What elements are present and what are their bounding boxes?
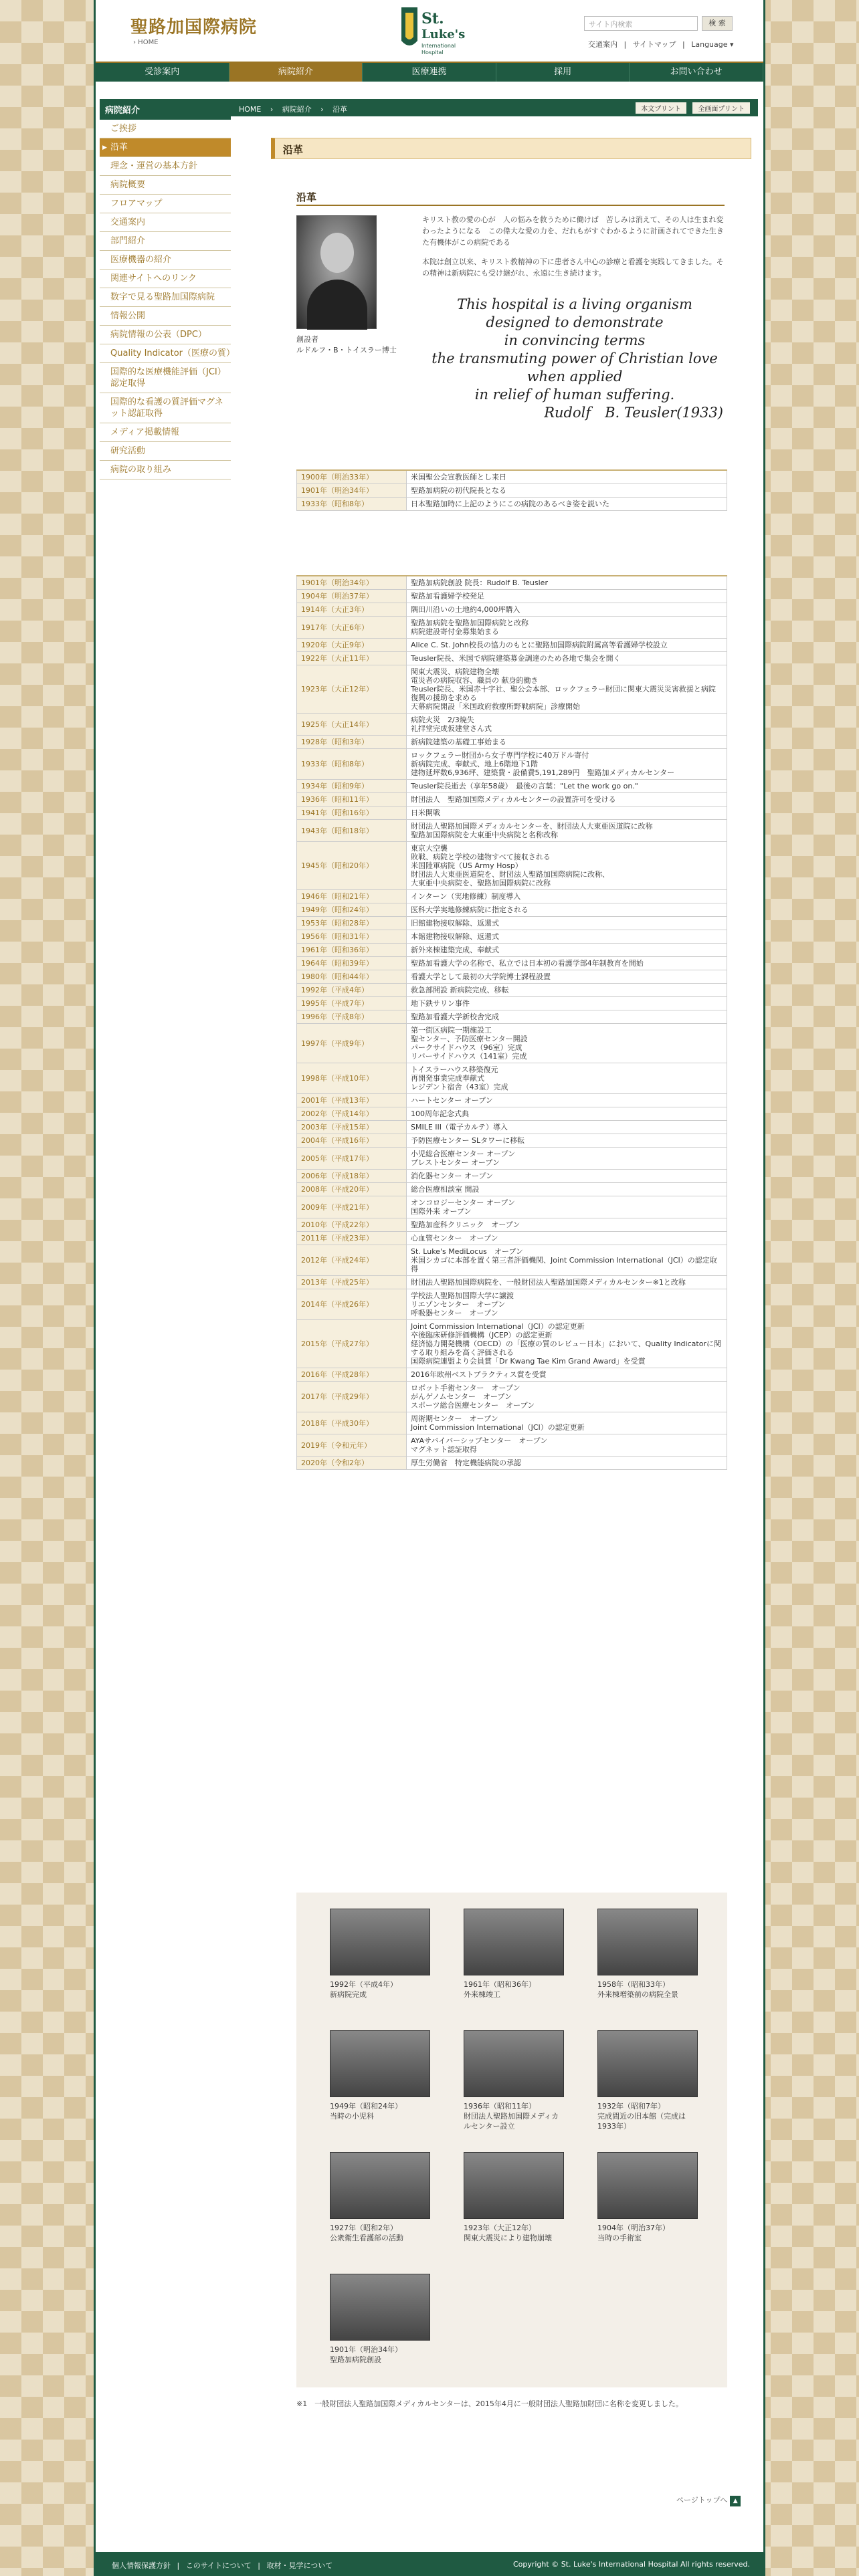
gnav-recruit[interactable]: 採用 bbox=[496, 63, 630, 82]
history-year: 2020年（令和2年） bbox=[297, 1457, 407, 1470]
table-row bbox=[297, 1094, 727, 1107]
photo-description: 新病院完成 bbox=[330, 1990, 367, 1999]
history-event: Teusler院長逝去（享年58歳） 最後の言葉："Let the work go on." bbox=[407, 780, 727, 793]
section-title: 沿革 bbox=[296, 191, 317, 203]
table-row bbox=[297, 1063, 727, 1094]
table-row bbox=[297, 984, 727, 997]
historic-photo bbox=[597, 1909, 698, 1975]
history-event: 新外来棟建築完成、奉献式 bbox=[407, 944, 727, 957]
table-row bbox=[297, 576, 727, 590]
history-year: 2008年（平成20年） bbox=[297, 1183, 407, 1196]
photo-description: 聖路加病院創設 bbox=[330, 2355, 381, 2364]
sidebar-item[interactable]: ご挨拶 bbox=[100, 120, 231, 138]
sidebar-item[interactable]: 数字で見る聖路加国際病院 bbox=[100, 288, 231, 307]
history-year: 1934年（昭和9年） bbox=[297, 780, 407, 793]
sidebar-item[interactable]: 国際的な看護の質評価マグネット認証取得 bbox=[100, 393, 231, 423]
table-row bbox=[297, 1382, 727, 1412]
historic-photo bbox=[464, 2152, 564, 2219]
history-event: 聖路加看護大学の名称で、私立では日本初の看護学部4年制教育を開始 bbox=[407, 957, 727, 970]
photo-description: 外来棟増築前の病院全景 bbox=[597, 1990, 678, 1999]
history-event: 医科大学実地修練病院に指定される bbox=[407, 903, 727, 917]
history-event: トイスラーハウス移築復元 再開発事業完成奉献式 レジデント宿舎（43室）完成 bbox=[407, 1063, 727, 1094]
table-row bbox=[297, 603, 727, 617]
table-row bbox=[297, 1276, 727, 1289]
history-event: 聖路加病院を聖路加国際病院と改称 病院建設寄付金募集始まる bbox=[407, 617, 727, 639]
history-year: 1949年（昭和24年） bbox=[297, 903, 407, 917]
history-year: 1941年（昭和16年） bbox=[297, 807, 407, 820]
history-event: Alice C. St. John校長の協力のもとに聖路加国際病院附属高等看護婦学校設立 bbox=[407, 639, 727, 652]
history-year: 2015年（平成27年） bbox=[297, 1320, 407, 1368]
table-row bbox=[297, 639, 727, 652]
history-event: SMILE III（電子カルテ）導入 bbox=[407, 1121, 727, 1134]
history-event: 2016年欧州ベストプラクティス賞を受賞 bbox=[407, 1368, 727, 1382]
history-event: 第一街区病院一期施設工 聖センター、予防医療センター開設 パークサイドハウス（96室）完成 リバーサイドハウス（141室）完成 bbox=[407, 1024, 727, 1063]
table-row bbox=[297, 749, 727, 780]
history-event: 東京大空襲 敗戦、病院と学校の建物すべて接収される 米国陸軍病院（US Army Hosp） 財団法人大東亜医道院を、財団法人聖路加国際病院に改称、 大東亜中央病院を、聖路加国際病院に改称 bbox=[407, 842, 727, 890]
history-year: 2011年（平成23年） bbox=[297, 1232, 407, 1245]
table-row bbox=[297, 1010, 727, 1024]
history-event: インターン（実地修練）制度導入 bbox=[407, 890, 727, 903]
photo-year: 1901年（明治34年） bbox=[330, 2345, 402, 2354]
photo-description: 公衆衛生看護部の活動 bbox=[330, 2234, 403, 2242]
history-year: 2013年（平成25年） bbox=[297, 1276, 407, 1289]
history-event: 100周年記念式典 bbox=[407, 1107, 727, 1121]
separator: | bbox=[177, 2561, 180, 2570]
table-row bbox=[297, 484, 727, 498]
history-year: 1901年（明治34年） bbox=[297, 484, 407, 498]
historic-photo bbox=[464, 1909, 564, 1975]
gallery-photo bbox=[330, 2274, 430, 2365]
hospital-name[interactable]: 聖路加国際病院 bbox=[130, 17, 258, 37]
print-body-button[interactable]: 本文プリント bbox=[636, 102, 686, 114]
quote-line: the transmuting power of Christian love bbox=[432, 350, 718, 366]
history-event: 聖路加病院創設 院長：Rudolf B. Teusler bbox=[407, 576, 727, 590]
table-row bbox=[297, 652, 727, 665]
sidebar-item[interactable]: 情報公開 bbox=[100, 307, 231, 326]
table-row bbox=[297, 793, 727, 807]
photo-year: 1992年（平成4年） bbox=[330, 1980, 397, 1989]
history-event: 看護大学として最初の大学院博士課程設置 bbox=[407, 970, 727, 984]
history-year: 2005年（平成17年） bbox=[297, 1148, 407, 1170]
history-year: 1936年（昭和11年） bbox=[297, 793, 407, 807]
table-row bbox=[297, 736, 727, 749]
breadcrumb-about[interactable]: 病院紹介 bbox=[282, 105, 312, 114]
history-year: 1923年（大正12年） bbox=[297, 665, 407, 714]
history-event: ハートセンター オープン bbox=[407, 1094, 727, 1107]
sidebar-item[interactable]: 病院の取り組み bbox=[100, 461, 231, 479]
table-row bbox=[297, 1121, 727, 1134]
table-row bbox=[297, 780, 727, 793]
table-row bbox=[297, 1134, 727, 1148]
sidebar bbox=[100, 99, 235, 479]
sitemap-link[interactable]: サイトマップ bbox=[632, 40, 676, 49]
sidebar-item[interactable]: 病院情報の公表（DPC） bbox=[100, 326, 231, 344]
history-event: 財団法人聖路加国際メディカルセンターを、財団法人大東亜医道院に改称 聖路加国際病院を大東亜中央病院と名称改称 bbox=[407, 820, 727, 842]
history-year: 2017年（平成29年） bbox=[297, 1382, 407, 1412]
table-row bbox=[297, 890, 727, 903]
history-year: 2012年（平成24年） bbox=[297, 1245, 407, 1276]
history-event: 本館建物接収解除、返還式 bbox=[407, 930, 727, 944]
table-row bbox=[297, 665, 727, 714]
home-link[interactable]: › HOME bbox=[133, 39, 159, 46]
svg-text:St.: St. bbox=[421, 10, 444, 27]
breadcrumb bbox=[229, 99, 758, 116]
history-event: 財団法人 聖路加国際メディカルセンターの設置許可を受ける bbox=[407, 793, 727, 807]
founder-label: 創設者 bbox=[296, 335, 318, 344]
founder-quote bbox=[422, 296, 727, 422]
sidebar-item[interactable]: 国際的な医療機能評価（JCI）認定取得 bbox=[100, 363, 231, 393]
gallery-photo bbox=[597, 2152, 698, 2243]
footnote: ※1 一般財団法人聖路加国際メディカルセンターは、2015年4月に一般財団法人聖路加財団に名称を変更しました。 bbox=[296, 2399, 683, 2408]
history-year: 2019年（令和元年） bbox=[297, 1434, 407, 1457]
gallery-photo bbox=[464, 2030, 564, 2131]
founder-history-table bbox=[296, 469, 727, 511]
table-row bbox=[297, 470, 727, 484]
gallery-photo bbox=[330, 2030, 430, 2121]
history-event: 聖路加産科クリニック オープン bbox=[407, 1218, 727, 1232]
history-year: 1980年（昭和44年） bbox=[297, 970, 407, 984]
gallery-photo bbox=[597, 1909, 698, 2000]
quote-line: in convincing terms bbox=[504, 332, 646, 348]
print-full-button[interactable]: 全画面プリント bbox=[692, 102, 750, 114]
history-year: 1914年（大正3年） bbox=[297, 603, 407, 617]
photo-caption bbox=[464, 2223, 564, 2243]
gallery-photo bbox=[597, 2030, 698, 2131]
history-event: 旧館建物接収解除、返還式 bbox=[407, 917, 727, 930]
sidebar-item[interactable]: Quality Indicator（医療の質） bbox=[100, 344, 231, 363]
history-event: 予防医療センター SLタワーに移転 bbox=[407, 1134, 727, 1148]
founder-portrait bbox=[296, 215, 377, 329]
search-input[interactable]: サイト内検索 bbox=[584, 16, 698, 31]
history-year: 2009年（平成21年） bbox=[297, 1196, 407, 1218]
history-event: 小児総合医療センター オープン ブレストセンター オープン bbox=[407, 1148, 727, 1170]
history-year: 2018年（平成30年） bbox=[297, 1412, 407, 1434]
history-year: 1900年（明治33年） bbox=[297, 470, 407, 484]
gallery-photo bbox=[330, 1909, 430, 2000]
history-year: 2006年（平成18年） bbox=[297, 1170, 407, 1183]
table-row bbox=[297, 1148, 727, 1170]
history-event: 隅田川沿いの土地約4,000坪購入 bbox=[407, 603, 727, 617]
photo-description: 関東大震災により建物崩壊 bbox=[464, 2234, 552, 2242]
history-event: 日本聖路加時に上記のようにこの病院のあるべき姿を説いた bbox=[407, 498, 727, 511]
breadcrumb-current: 沿革 bbox=[332, 105, 348, 114]
history-year: 1995年（平成7年） bbox=[297, 997, 407, 1010]
press-link[interactable]: 取材・見学について bbox=[266, 2561, 333, 2570]
photo-caption bbox=[597, 1979, 698, 2000]
history-event: ロックフェラー財団から女子専門学校に40万ドル寄付 新病院完成、奉献式、地上6階地下1階 建物延坪数6,936坪、建築費・設備費5,191,289円 聖路加メディカルセンター bbox=[407, 749, 727, 780]
gallery-photo bbox=[464, 2152, 564, 2243]
copyright: Copyright © St. Luke's International Hospital All rights reserved. bbox=[512, 2560, 750, 2569]
utility-links bbox=[588, 39, 738, 49]
arrow-up-icon[interactable]: ▲ bbox=[730, 2496, 741, 2506]
history-event: 総合医療相談室 開設 bbox=[407, 1183, 727, 1196]
history-year: 1998年（平成10年） bbox=[297, 1063, 407, 1094]
history-event: Teusler院長、米国で病院建築募金調達のため各地で集会を開く bbox=[407, 652, 727, 665]
table-row bbox=[297, 617, 727, 639]
table-row bbox=[297, 917, 727, 930]
breadcrumb-separator: › bbox=[320, 105, 324, 114]
quote-line: designed to demonstrate bbox=[486, 314, 664, 330]
gnav-contact[interactable]: お問い合わせ bbox=[630, 63, 763, 82]
history-year: 2016年（平成28年） bbox=[297, 1368, 407, 1382]
history-year: 1933年（昭和8年） bbox=[297, 498, 407, 511]
photo-year: 1961年（昭和36年） bbox=[464, 1980, 536, 1989]
table-row bbox=[297, 957, 727, 970]
history-event: 財団法人聖路加国際病院を、一般財団法人聖路加国際メディカルセンター※1と改称 bbox=[407, 1276, 727, 1289]
historic-photo bbox=[597, 2152, 698, 2219]
photo-caption bbox=[330, 1979, 430, 2000]
gnav-visit[interactable]: 受診案内 bbox=[96, 63, 229, 82]
hospital-history-table bbox=[296, 575, 727, 1470]
table-row bbox=[297, 997, 727, 1010]
history-year: 1917年（大正6年） bbox=[297, 617, 407, 639]
history-event: 聖路加病院の初代院長となる bbox=[407, 484, 727, 498]
quote-signature: Rudolf B. Teusler(1933) bbox=[544, 405, 723, 421]
founder-name: ルドルフ・B・トイスラー博士 bbox=[296, 346, 397, 354]
sidebar-item[interactable]: 交通案内 bbox=[100, 213, 231, 232]
separator: | bbox=[682, 40, 685, 49]
quote-line: when applied bbox=[527, 368, 623, 385]
table-row bbox=[297, 820, 727, 842]
history-event: 救急部開設 新病院完成、移転 bbox=[407, 984, 727, 997]
photo-year: 1936年（昭和11年） bbox=[464, 2102, 536, 2111]
search-button[interactable]: 検 索 bbox=[702, 16, 733, 31]
photo-description: 完成間近の旧本館（完成は1933年） bbox=[597, 2112, 686, 2131]
sidebar-heading: 病院紹介 bbox=[100, 99, 231, 120]
history-year: 1922年（大正11年） bbox=[297, 652, 407, 665]
history-year: 2002年（平成14年） bbox=[297, 1107, 407, 1121]
svg-text:Hospital: Hospital bbox=[421, 49, 444, 56]
historic-photo bbox=[330, 1909, 430, 1975]
about-site-link[interactable]: このサイトについて bbox=[185, 2561, 252, 2570]
history-event: ロボット手術センター オープン がんゲノムセンター オープン スポーツ総合医療センター オープン bbox=[407, 1382, 727, 1412]
table-row bbox=[297, 714, 727, 736]
history-event: Joint Commission International（JCI）の認定更新 卒後臨床研修評価機構（JCEP）の認定更新 経済協力開発機構（OECD）の「医療の質のレビュー日本」において、Quality Indicatorに関する取り組みを高く評価される 国際病院連盟より会員賞「Dr Kwang Tae Kim Grand Award」を受賞 bbox=[407, 1320, 727, 1368]
table-row bbox=[297, 930, 727, 944]
historic-photo bbox=[330, 2152, 430, 2219]
table-row bbox=[297, 807, 727, 820]
gallery-photo bbox=[330, 2152, 430, 2243]
history-year: 2003年（平成15年） bbox=[297, 1121, 407, 1134]
history-event: 心血管センター オープン bbox=[407, 1232, 727, 1245]
sidebar-item[interactable]: 理念・運営の基本方針 bbox=[100, 157, 231, 176]
history-year: 1925年（大正14年） bbox=[297, 714, 407, 736]
history-event: AYAサバイバーシップセンター オープン マグネット認証取得 bbox=[407, 1434, 727, 1457]
separator: | bbox=[624, 40, 627, 49]
table-row bbox=[297, 1107, 727, 1121]
photo-description: 当時の小児科 bbox=[330, 2112, 374, 2121]
quote-line: This hospital is a living organism bbox=[457, 296, 692, 312]
table-row bbox=[297, 1196, 727, 1218]
history-year: 2010年（平成22年） bbox=[297, 1218, 407, 1232]
footer bbox=[96, 2552, 763, 2576]
history-event: 消化器センター オープン bbox=[407, 1170, 727, 1183]
photo-description: 当時の手術室 bbox=[597, 2234, 642, 2242]
page-title: 沿革 bbox=[271, 138, 751, 159]
photo-caption bbox=[464, 2101, 564, 2131]
history-event: 地下鉄サリン事件 bbox=[407, 997, 727, 1010]
separator: | bbox=[258, 2561, 260, 2570]
history-year: 2001年（平成13年） bbox=[297, 1094, 407, 1107]
history-year: 2014年（平成26年） bbox=[297, 1289, 407, 1320]
breadcrumb-separator: › bbox=[270, 105, 274, 114]
history-event: 聖路加看護婦学校発足 bbox=[407, 590, 727, 603]
sidebar-item[interactable]: 部門紹介 bbox=[100, 232, 231, 251]
table-row bbox=[297, 1457, 727, 1470]
history-year: 1946年（昭和21年） bbox=[297, 890, 407, 903]
table-row bbox=[297, 970, 727, 984]
svg-text:Luke's: Luke's bbox=[421, 27, 466, 41]
photo-year: 1958年（昭和33年） bbox=[597, 1980, 670, 1989]
table-row bbox=[297, 1320, 727, 1368]
history-event: 学校法人聖路加国際大学に譲渡 リエゾンセンター オープン 呼吸器センター オープン bbox=[407, 1289, 727, 1320]
history-year: 2004年（平成16年） bbox=[297, 1134, 407, 1148]
privacy-link[interactable]: 個人情報保護方針 bbox=[112, 2561, 171, 2570]
table-row bbox=[297, 1434, 727, 1457]
quote-line: in relief of human suffering. bbox=[474, 387, 675, 403]
history-event: 厚生労働省 特定機能病院の承認 bbox=[407, 1457, 727, 1470]
history-year: 1964年（昭和39年） bbox=[297, 957, 407, 970]
photo-description: 財団法人聖路加国際メディカルセンター設立 bbox=[464, 2112, 559, 2131]
gnav-about[interactable]: 病院紹介 bbox=[229, 63, 363, 82]
founder-caption bbox=[296, 334, 397, 356]
language-dropdown[interactable]: Language ▾ bbox=[691, 40, 734, 49]
history-year: 1997年（平成9年） bbox=[297, 1024, 407, 1063]
sidebar-item[interactable]: 研究活動 bbox=[100, 442, 231, 461]
intro-paragraph: キリスト教の愛の心が 人の悩みを救うために働けば 苦しみは消えて、その人は生まれ変わったようになる この偉大な愛の力を、だれもがすぐわかるように計画されてできた生きた有機体がこの病院である bbox=[422, 215, 724, 247]
global-nav bbox=[96, 62, 763, 82]
historic-photo bbox=[330, 2030, 430, 2097]
photo-caption bbox=[597, 2223, 698, 2243]
svg-text:International: International bbox=[421, 43, 456, 49]
history-event: 聖路加看護大学新校舎完成 bbox=[407, 1010, 727, 1024]
history-year: 1920年（大正9年） bbox=[297, 639, 407, 652]
table-row bbox=[297, 1170, 727, 1183]
history-year: 1956年（昭和31年） bbox=[297, 930, 407, 944]
photo-caption bbox=[330, 2101, 430, 2121]
photo-caption bbox=[464, 1979, 564, 2000]
historic-photo bbox=[330, 2274, 430, 2341]
photo-year: 1904年（明治37年） bbox=[597, 2224, 670, 2232]
sidebar-item[interactable]: 関連サイトへのリンク bbox=[100, 270, 231, 288]
history-year: 1945年（昭和20年） bbox=[297, 842, 407, 890]
access-link[interactable]: 交通案内 bbox=[588, 40, 617, 49]
history-event: オンコロジーセンター オープン 国際外来 オープン bbox=[407, 1196, 727, 1218]
photo-year: 1923年（大正12年） bbox=[464, 2224, 536, 2232]
historic-photo bbox=[597, 2030, 698, 2097]
history-year: 1996年（平成8年） bbox=[297, 1010, 407, 1024]
section-divider bbox=[296, 205, 725, 206]
history-year: 1943年（昭和18年） bbox=[297, 820, 407, 842]
page-top-label[interactable]: ページトップへ bbox=[676, 2496, 728, 2504]
history-event: 新病院建築の基礎工事始まる bbox=[407, 736, 727, 749]
hospital-logo[interactable] bbox=[388, 3, 475, 60]
table-row bbox=[297, 1412, 727, 1434]
sidebar-item-active[interactable]: ▶ 沿革 bbox=[100, 138, 231, 157]
sidebar-item[interactable]: フロアマップ bbox=[100, 195, 231, 213]
table-row bbox=[297, 944, 727, 957]
history-year: 1928年（昭和3年） bbox=[297, 736, 407, 749]
history-event: 米国聖公会宣教医師とし来日 bbox=[407, 470, 727, 484]
sidebar-item[interactable]: 医療機器の紹介 bbox=[100, 251, 231, 270]
sidebar-item[interactable]: 病院概要 bbox=[100, 176, 231, 195]
page bbox=[94, 0, 765, 2576]
table-row bbox=[297, 1218, 727, 1232]
history-year: 1992年（平成4年） bbox=[297, 984, 407, 997]
history-event: 周術期センター オープン Joint Commission International（JCI）の認定更新 bbox=[407, 1412, 727, 1434]
table-row bbox=[297, 1183, 727, 1196]
breadcrumb-home[interactable]: HOME bbox=[239, 105, 262, 114]
table-row bbox=[297, 903, 727, 917]
table-row bbox=[297, 498, 727, 511]
table-row bbox=[297, 1289, 727, 1320]
gnav-cooperation[interactable]: 医療連携 bbox=[363, 63, 496, 82]
photo-gallery bbox=[296, 1893, 727, 2387]
table-row bbox=[297, 590, 727, 603]
history-year: 1961年（昭和36年） bbox=[297, 944, 407, 957]
photo-year: 1927年（昭和2年） bbox=[330, 2224, 397, 2232]
gallery-photo bbox=[464, 1909, 564, 2000]
history-year: 1904年（明治37年） bbox=[297, 590, 407, 603]
photo-caption bbox=[330, 2345, 430, 2365]
page-top-link[interactable] bbox=[676, 2494, 741, 2506]
history-event: 関東大震災、病院建物全壊 電災者の病院収容、職員の 献身的働き Teusler院長、米国赤十字社、聖公会本部、ロックフェラー財団に関東大震災災害救援と病院復興の援助を求める 天幕病院開設「米国政府救療所野戦病院」診療開始 bbox=[407, 665, 727, 714]
photo-year: 1949年（昭和24年） bbox=[330, 2102, 402, 2111]
history-year: 1933年（昭和8年） bbox=[297, 749, 407, 780]
table-row bbox=[297, 842, 727, 890]
history-event: St. Luke's MediLocus オープン 米国シカゴに本部を置く第三者評価機関、Joint Commission International（JCI）の認定取得 bbox=[407, 1245, 727, 1276]
history-year: 1901年（明治34年） bbox=[297, 576, 407, 590]
history-year: 1953年（昭和28年） bbox=[297, 917, 407, 930]
sidebar-item[interactable]: メディア掲載情報 bbox=[100, 423, 231, 442]
intro-text bbox=[422, 214, 727, 287]
photo-year: 1932年（昭和7年） bbox=[597, 2102, 665, 2111]
history-event: 日米開戦 bbox=[407, 807, 727, 820]
photo-caption bbox=[330, 2223, 430, 2243]
intro-paragraph: 本院は創立以来、キリスト教精神の下に患者さん中心の診療と看護を実践してきました。その精神は新病院にも受け継がれ、永遠に生き続けます。 bbox=[422, 257, 724, 278]
table-row bbox=[297, 1245, 727, 1276]
table-row bbox=[297, 1024, 727, 1063]
table-row bbox=[297, 1232, 727, 1245]
table-row bbox=[297, 1368, 727, 1382]
historic-photo bbox=[464, 2030, 564, 2097]
history-event: 病院火災 2/3焼失 礼拝堂完成仮建堂さん式 bbox=[407, 714, 727, 736]
photo-description: 外来棟竣工 bbox=[464, 1990, 500, 1999]
header bbox=[96, 0, 763, 62]
photo-caption bbox=[597, 2101, 698, 2131]
